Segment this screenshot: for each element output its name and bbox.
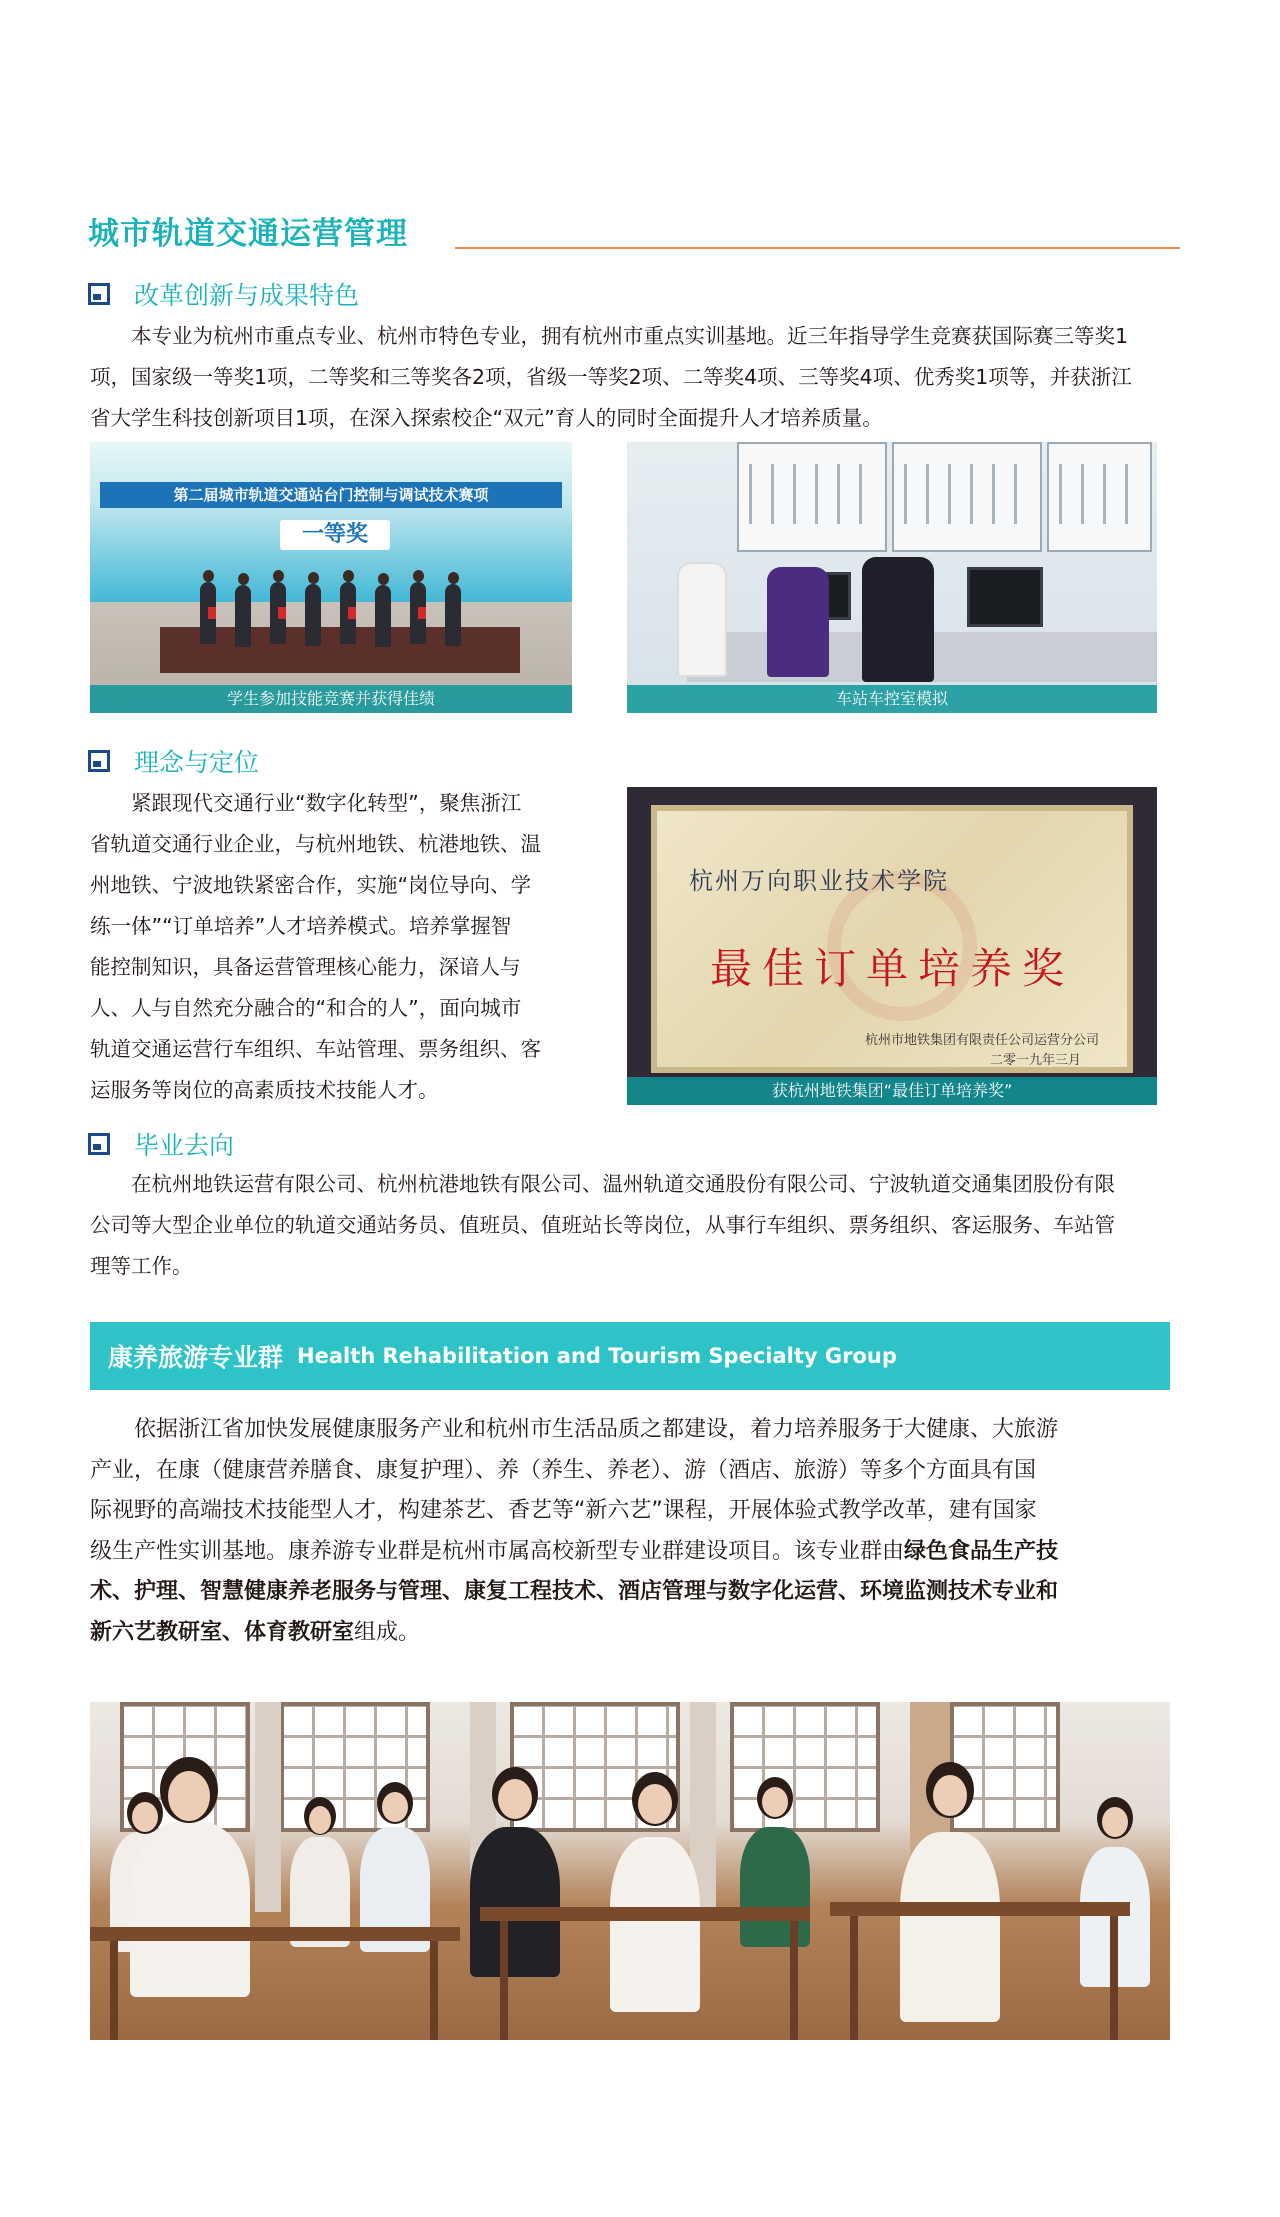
plaque <box>651 805 1133 1073</box>
group-line: 级生产性实训基地。康养游专业群是杭州市属高校新型专业群建设项目。该专业群由绿色食品生产技 <box>90 1538 1059 1564</box>
student <box>470 1767 560 1977</box>
group-line: 际视野的高端技术技能型人才，构建茶艺、香艺等“新六艺”课程，开展体验式教学改革，建有国家 <box>90 1498 1037 1523</box>
career-line: 公司等大型企业单位的轨道交通站务员、值班员、值班站长等岗位，从事行车组织、票务组织、客运服务、车站管 <box>90 1213 1115 1237</box>
square-bullet-icon <box>88 1133 110 1155</box>
concept-line: 能控制知识，具备运营管理核心能力，深谙人与 <box>90 955 521 979</box>
award-ceremony-photo <box>90 442 572 713</box>
career-heading-label: 毕业去向 <box>134 1131 235 1160</box>
student <box>862 557 934 682</box>
banner-prize: 一等奖 <box>280 520 390 550</box>
tea-art-class-photo <box>90 1702 1170 2040</box>
student <box>610 1772 700 2012</box>
tea-table <box>90 1927 460 1941</box>
award-person <box>305 584 321 646</box>
student <box>740 1777 810 1947</box>
concept-line: 州地铁、宁波地铁紧密合作，实施“岗位导向、学 <box>90 873 532 897</box>
plaque-award: 最佳订单培养奖 <box>709 944 1074 993</box>
group-line: 产业，在康（健康营养膳食、康复护理）、养（养生、养老）、游（酒店、旅游）等多个方面具有国 <box>90 1457 1037 1483</box>
control-panel <box>1047 442 1152 552</box>
control-panel <box>892 442 1042 552</box>
group-title-en: Health Rehabilitation and Tourism Specialty Group <box>297 1344 897 1368</box>
concept-line: 紧跟现代交通行业“数字化转型”，聚焦浙江 <box>131 791 522 815</box>
career-heading <box>88 1126 234 1162</box>
group-bold-text: 绿色食品生产技 <box>904 1538 1059 1564</box>
reform-line: 本专业为杭州市重点专业、杭州市特色专业，拥有杭州市重点实训基地。近三年指导学生竞赛获国际赛三等奖1 <box>131 324 1129 348</box>
award-person <box>445 584 461 646</box>
title-divider <box>455 247 1180 249</box>
award-plaque-photo <box>627 787 1157 1105</box>
concept-line: 人、人与自然充分融合的“和合的人”，面向城市 <box>90 996 522 1020</box>
section-title: 城市轨道交通运营管理 <box>88 216 408 252</box>
student <box>130 1757 250 1997</box>
group-line: 新六艺教研室、体育教研室组成。 <box>90 1619 421 1645</box>
student <box>677 562 727 677</box>
career-line: 理等工作。 <box>90 1254 193 1278</box>
plaque-org: 杭州市地铁集团有限责任公司运营分公司 <box>864 1033 1099 1048</box>
square-bullet-icon <box>88 283 110 305</box>
award-person <box>235 585 251 647</box>
concept-line: 省轨道交通行业企业，与杭州地铁、杭港地铁、温 <box>90 832 541 856</box>
banner-title: 第二届城市轨道交通站台门控制与调试技术赛项 <box>100 482 562 508</box>
concept-line: 练一体”“订单培养”人才培养模式。培养掌握智 <box>90 914 512 938</box>
plaque-date: 二零一九年三月 <box>989 1053 1081 1068</box>
square-bullet-icon <box>88 750 110 772</box>
competition-banner <box>90 442 572 602</box>
control-panel <box>737 442 887 552</box>
award-photo-caption: 学生参加技能竞赛并获得佳绩 <box>90 685 572 713</box>
reform-paragraph <box>90 316 1180 439</box>
control-room-photo <box>627 442 1157 713</box>
plaque-photo-caption: 获杭州地铁集团“最佳订单培养奖” <box>627 1077 1157 1105</box>
award-person <box>375 585 391 647</box>
reform-heading <box>88 276 359 312</box>
group-paragraph <box>90 1410 1170 1653</box>
career-paragraph <box>90 1164 1180 1287</box>
group-line: 依据浙江省加快发展健康服务产业和杭州市生活品质之都建设，着力培养服务于大健康、大旅游 <box>134 1417 1059 1442</box>
reform-line: 省大学生科技创新项目1项，在深入探索校企“双元”育人的同时全面提升人才培养质量。 <box>90 406 883 430</box>
concept-heading-label: 理念与定位 <box>134 748 260 777</box>
plaque-school: 杭州万向职业技术学院 <box>689 867 949 895</box>
monitor <box>967 567 1043 627</box>
control-photo-caption: 车站车控室模拟 <box>627 685 1157 713</box>
concept-paragraph <box>90 783 590 1111</box>
tea-table <box>480 1907 810 1921</box>
student <box>290 1797 350 1947</box>
group-title-zh: 康养旅游专业群 <box>108 1343 284 1372</box>
student <box>900 1762 1000 2022</box>
career-line: 在杭州地铁运营有限公司、杭州杭港地铁有限公司、温州轨道交通股份有限公司、宁波轨道交通集团股份有限 <box>131 1172 1115 1196</box>
reform-line: 项，国家级一等奖1项，二等奖和三等奖各2项，省级一等奖2项、二等奖4项、三等奖4项、优秀奖1项等，并获浙江 <box>90 365 1132 389</box>
group-bold-text: 术、护理、智慧健康养老服务与管理、康复工程技术、酒店管理与数字化运营、环境监测技术专业和 <box>90 1579 1059 1604</box>
student <box>767 567 829 677</box>
tea-table <box>830 1902 1130 1916</box>
reform-heading-label: 改革创新与成果特色 <box>134 281 360 310</box>
concept-heading <box>88 743 259 779</box>
specialty-group-banner <box>90 1322 1170 1390</box>
concept-line: 轨道交通运营行车组织、车站管理、票务组织、客 <box>90 1037 541 1061</box>
group-bold-text: 新六艺教研室、体育教研室 <box>90 1619 355 1645</box>
concept-line: 运服务等岗位的高素质技术技能人才。 <box>90 1078 439 1102</box>
